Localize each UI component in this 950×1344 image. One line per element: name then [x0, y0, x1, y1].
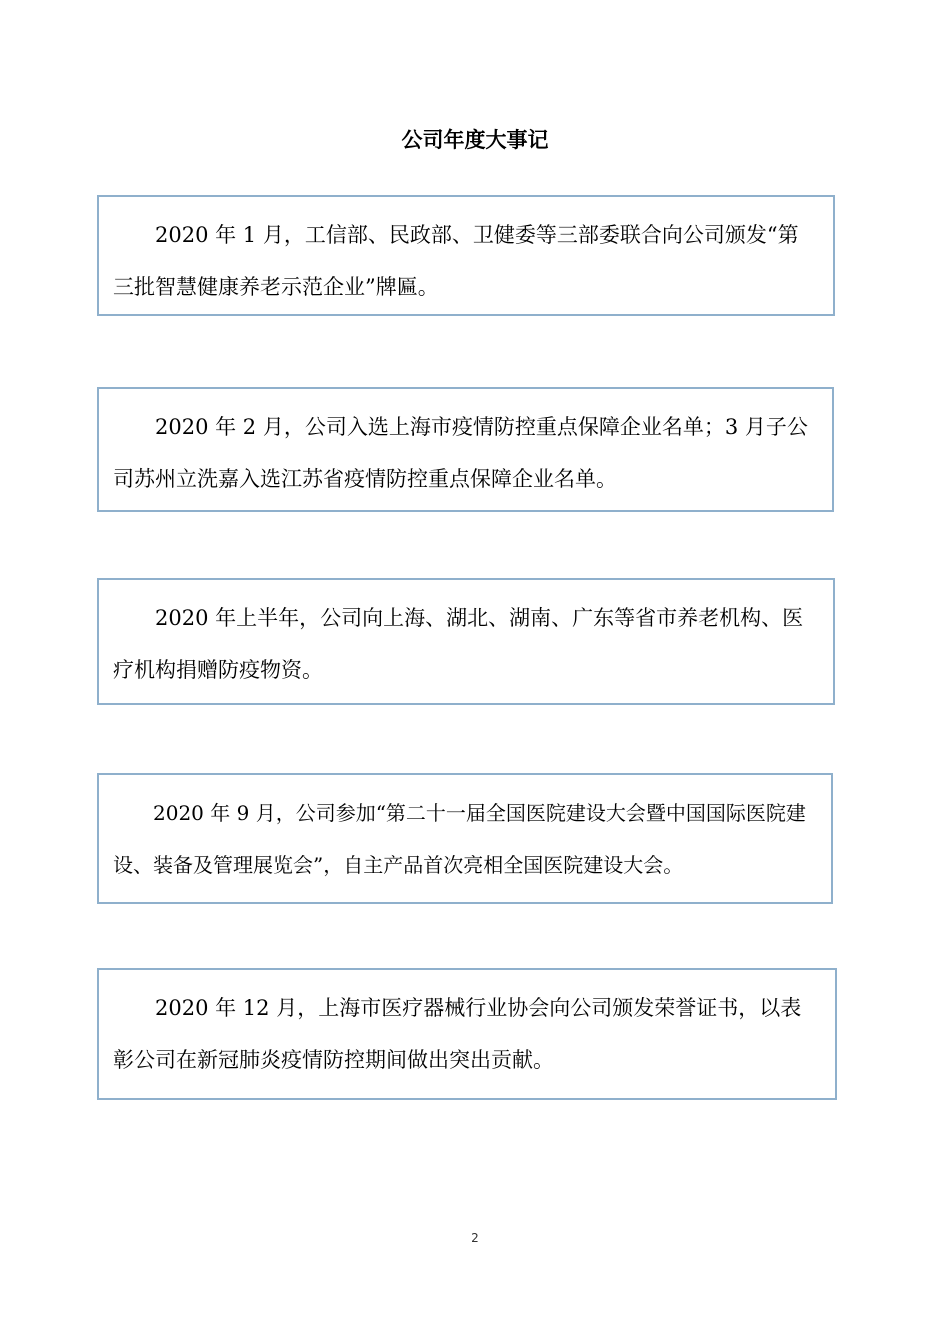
event-box-sep-2020 [97, 773, 833, 904]
page-title: 公司年度大事记 [401, 128, 549, 152]
event-box-feb-2020 [97, 387, 834, 512]
event-box-h1-2020 [97, 578, 835, 705]
event-text: 2020 年 2 月，公司入选上海市疫情防控重点保障企业名单；3 月子公司苏州立洗嘉入选江苏省疫情防控重点保障企业名单。 [113, 415, 808, 491]
event-text: 2020 年 12 月，上海市医疗器械行业协会向公司颁发荣誉证书，以表彰公司在新冠肺炎疫情防控期间做出突出贡献。 [113, 996, 802, 1072]
event-text: 2020 年上半年，公司向上海、湖北、湖南、广东等省市养老机构、医疗机构捐赠防疫物资。 [113, 606, 804, 682]
event-box-jan-2020 [97, 195, 835, 316]
event-text: 2020 年 1 月，工信部、民政部、卫健委等三部委联合向公司颁发“第三批智慧健康养老示范企业”牌匾。 [113, 223, 799, 299]
event-text: 2020 年 9 月，公司参加“第二十一届全国医院建设大会暨中国国际医院建设、装备及管理展览会”，自主产品首次亮相全国医院建设大会。 [113, 801, 806, 877]
page-number: 2 [471, 1231, 479, 1245]
event-box-dec-2020 [97, 968, 837, 1100]
